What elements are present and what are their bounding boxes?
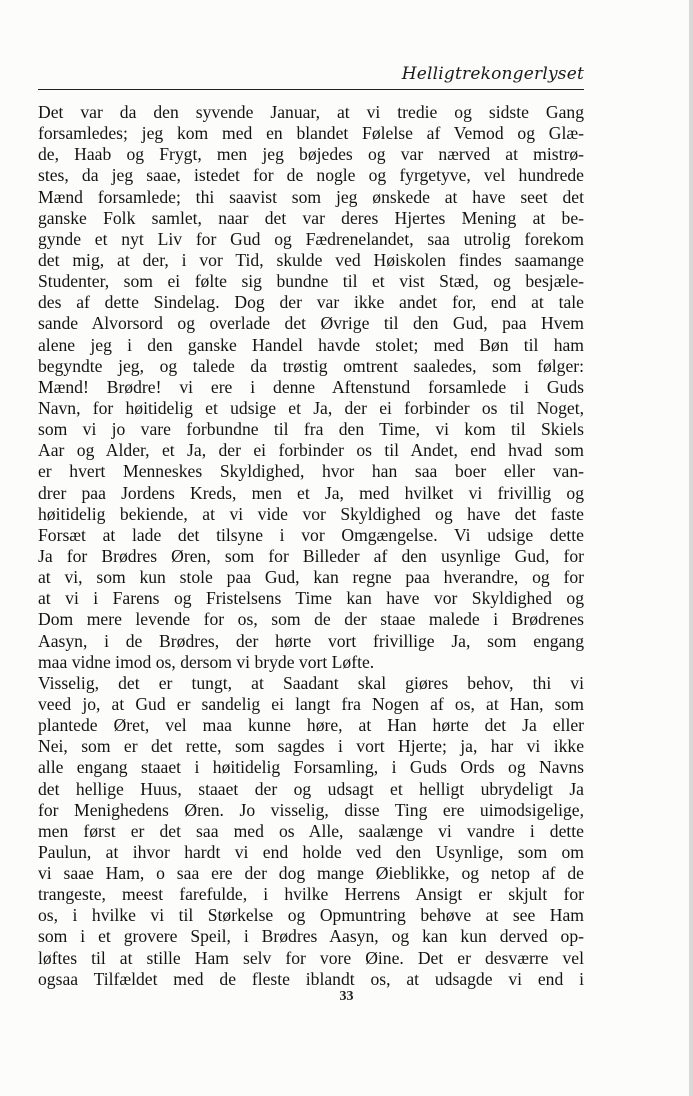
text-line: trangeste, meest farefulde, i hvilke Herrens Ansigt er skjult for [38,884,584,905]
text-line: som i et grovere Speil, i Brødres Aasyn, og kan kun derved op- [38,926,584,947]
text-line: Dom mere levende for os, som de der staae malede i Brødrenes [38,609,584,630]
text-line: drer paa Jordens Kreds, men et Ja, med hvilket vi frivillig og [38,482,584,503]
text-line: ganske Folk samlet, naar det var deres Hjertes Mening at be- [38,207,584,228]
page-edge [689,0,693,1096]
text-line: Nei, som er det rette, som sagdes i vort Hjerte; ja, har vi ikke [38,736,584,757]
text-line: sande Alvorsord og overlade det Øvrige til den Gud, paa Hvem [38,313,584,334]
text-line: begyndte jeg, og talede da trøstig omtrent saaledes, som følger: [38,355,584,376]
text-line: det mig, at der, i vor Tid, skulde ved Høiskolen findes saamange [38,249,584,270]
text-line: alle engang staaet i høitidelig Forsamling, i Guds Ords og Navns [38,757,584,778]
text-line: Ja for Brødres Øren, som for Billeder af den usynlige Gud, for [38,545,584,566]
text-line: at vi i Farens og Fristelsens Time kan have vor Skyldighed og [38,588,584,609]
text-line: løftes til at stille Ham selv for vore Øine. Det er desværre vel [38,947,584,968]
header-rule [38,89,584,90]
text-line: Studenter, som ei følte sig bundne til et vist Stæd, og besjæle- [38,271,584,292]
text-line: er hvert Menneskes Skyldighed, hvor han saa boer eller van- [38,461,584,482]
text-line: Visselig, det er tungt, at Saadant skal giøres behov, thi vi [38,672,584,693]
text-line: veed jo, at Gud er sandelig ei langt fra Nogen af os, at Han, som [38,693,584,714]
text-line: alene jeg i den ganske Handel havde stolet; med Bøn til ham [38,334,584,355]
text-line: Det var da den syvende Januar, at vi tredie og sidste Gang [38,102,584,122]
text-line: at vi, som kun stole paa Gud, kan regne paa hverandre, og for [38,567,584,588]
text-line: Aasyn, i de Brødres, der hørte vort frivillige Ja, som engang [38,630,584,651]
text-line: for Menighedens Øren. Jo visselig, disse Ting ere uimodsigelige, [38,799,584,820]
text-line: som vi jo vare forbundne til fra den Time, vi kom til Skiels [38,419,584,440]
text-line: maa vidne imod os, dersom vi bryde vort Løfte. [38,651,375,672]
text-line: Paulun, at ihvor hardt vi end holde ved den Usynlige, som om [38,841,584,862]
text-line: Mænd forsamlede; thi saavist som jeg ønskede at have seet det [38,186,584,207]
text-line: men først er det saa med os Alle, saalænge vi vandre i dette [38,820,584,841]
text-line: plantede Øret, vel maa kunne høre, at Han hørte det Ja eller [38,715,584,736]
text-line: Aar og Alder, et Ja, der ei forbinder os til Andet, end hvad som [38,440,584,461]
text-line: des af dette Sindelag. Dog der var ikke andet for, end at tale [38,292,584,313]
text-line: ogsaa Tilfældet med de fleste iblandt os, at udsagde vi end i [38,968,584,989]
text-line: Navn, for høitidelig et udsige et Ja, der ei forbinder os til Noget, [38,397,584,418]
text-line: de, Haab og Frygt, men jeg bøjedes og var nærved at mistrø- [38,144,584,165]
text-line: os, i hvilke vi til Størkelse og Opmuntring behøve at see Ham [38,905,584,926]
page-number: 33 [339,989,354,1004]
text-line: Mænd! Brødre! vi ere i denne Aftenstund forsamlede i Guds [38,376,584,397]
text-line: høitidelig bekiende, at vi vide vor Skyldighed og have det faste [38,503,584,524]
text-line: forsamledes; jeg kom med en blandet Følelse af Vemod og Glæ- [38,123,584,144]
running-title: Helligtrekongerlyset [401,64,584,84]
text-line: vi saae Ham, o saa ere der dog mange Øieblikke, og netop af de [38,863,584,884]
body-text [38,102,584,990]
text-line: Forsæt at lade det tilsyne i vor Omgængelse. Vi udsige dette [38,524,584,545]
text-line: det hellige Huus, staaet der og udsagt et helligt ubrydeligt Ja [38,778,584,799]
text-line: stes, da jeg saae, istedet for de nogle og fyrgetyve, vel hundrede [38,165,584,186]
text-line: gynde et nyt Liv for Gud og Fædrenelandet, saa utrolig forekom [38,228,584,249]
